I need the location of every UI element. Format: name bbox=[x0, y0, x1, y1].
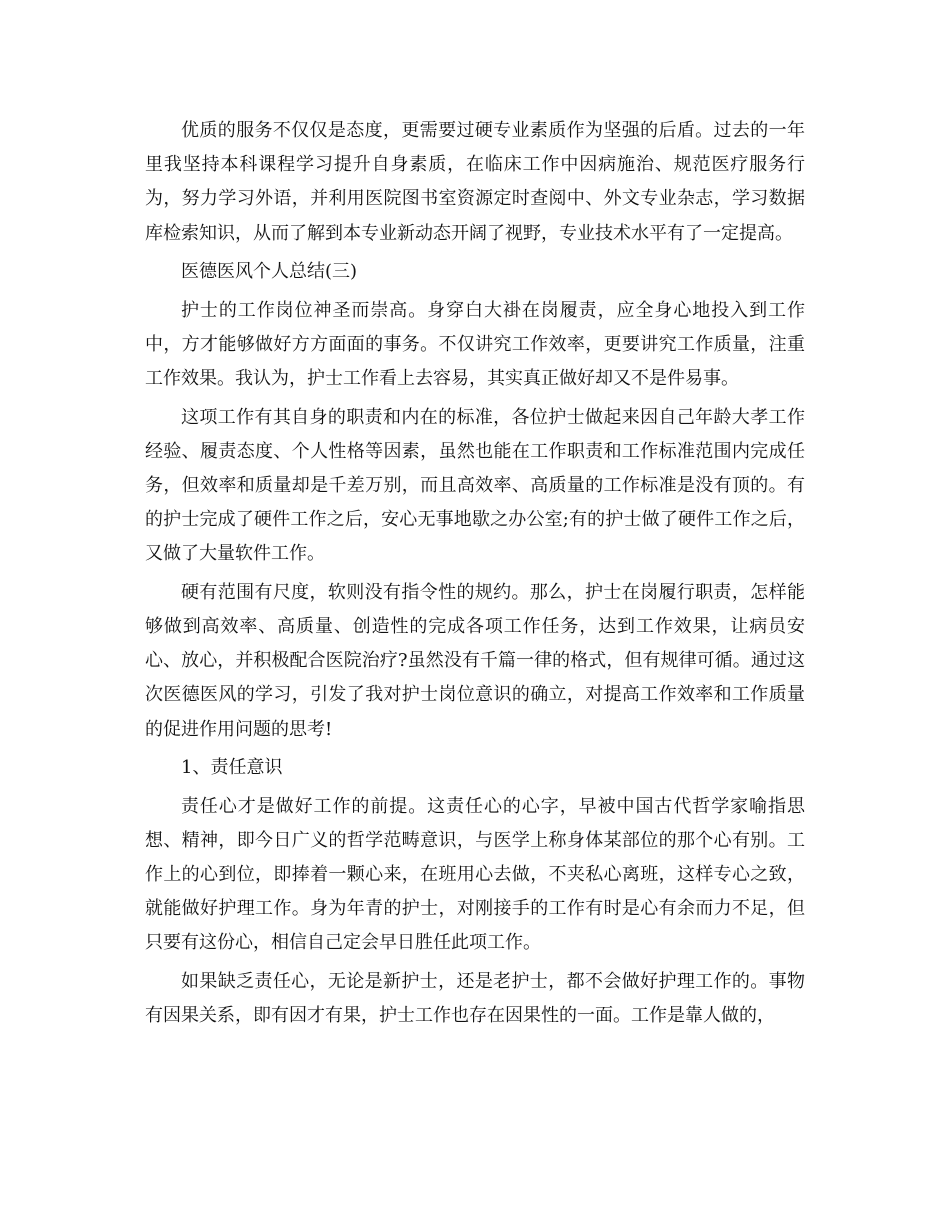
paragraph-work-standards: 这项工作有其自身的职责和内在的标准，各位护士做起来因自己年龄大孝工作经验、履责态度、个人性格等因素，虽然也能在工作职责和工作标准范围内完成任务，但效率和质量却是千差万别，而且高效率、高质量的工作标准是没有顶的。有的护士完成了硬件工作之后，安心无事地歇之办公室;有的护士做了硬件工作之后，又做了大量软件工作。 bbox=[145, 406, 805, 565]
document-page bbox=[145, 114, 805, 1038]
section-heading-summary-three: 医德医风个人总结(三) bbox=[181, 261, 358, 283]
section-heading-responsibility: 1、责任意识 bbox=[181, 757, 283, 779]
paragraph-lack-of-responsibility: 如果缺乏责任心，无论是新护士，还是老护士，都不会做好护理工作的。事物有因果关系，即有因才有果，护士工作也存在因果性的一面。工作是靠人做的， bbox=[145, 970, 805, 1027]
paragraph-hard-soft-rules: 硬有范围有尺度，软则没有指令性的规约。那么，护士在岗履行职责，怎样能够做到高效率、高质量、创造性的完成各项工作任务，达到工作效果，让病员安心、放心，并积极配合医院治疗?虽然没有千篇一律的格式，但有规律可循。通过这次医德医风的学习，引发了我对护士岗位意识的确立，对提高工作效率和工作质量的促进作用问题的思考! bbox=[145, 581, 805, 740]
paragraph-nurse-position: 护士的工作岗位神圣而崇高。身穿白大褂在岗履责，应全身心地投入到工作中，方才能够做好方方面面的事务。不仅讲究工作效率，更要讲究工作质量，注重工作效果。我认为，护士工作看上去容易，其实真正做好却又不是件易事。 bbox=[145, 299, 805, 390]
paragraph-responsibility-premise: 责任心才是做好工作的前提。这责任心的心字，早被中国古代哲学家喻指思想、精神，即今日广义的哲学范畴意识，与医学上称身体某部位的那个心有别。工作上的心到位，即捧着一颗心来，在班用心去做，不夹私心离班，这样专心之致，就能做好护理工作。身为年青的护士，对刚接手的工作有时是心有余而力不足，但只要有这份心，相信自己定会早日胜任此项工作。 bbox=[145, 795, 805, 954]
paragraph-service-quality: 优质的服务不仅仅是态度，更需要过硬专业素质作为坚强的后盾。过去的一年里我坚持本科课程学习提升自身素质，在临床工作中因病施治、规范医疗服务行为，努力学习外语，并利用医院图书室资源定时查阅中、外文专业杂志，学习数据库检索知识，从而了解到本专业新动态开阔了视野，专业技术水平有了一定提高。 bbox=[145, 120, 805, 244]
